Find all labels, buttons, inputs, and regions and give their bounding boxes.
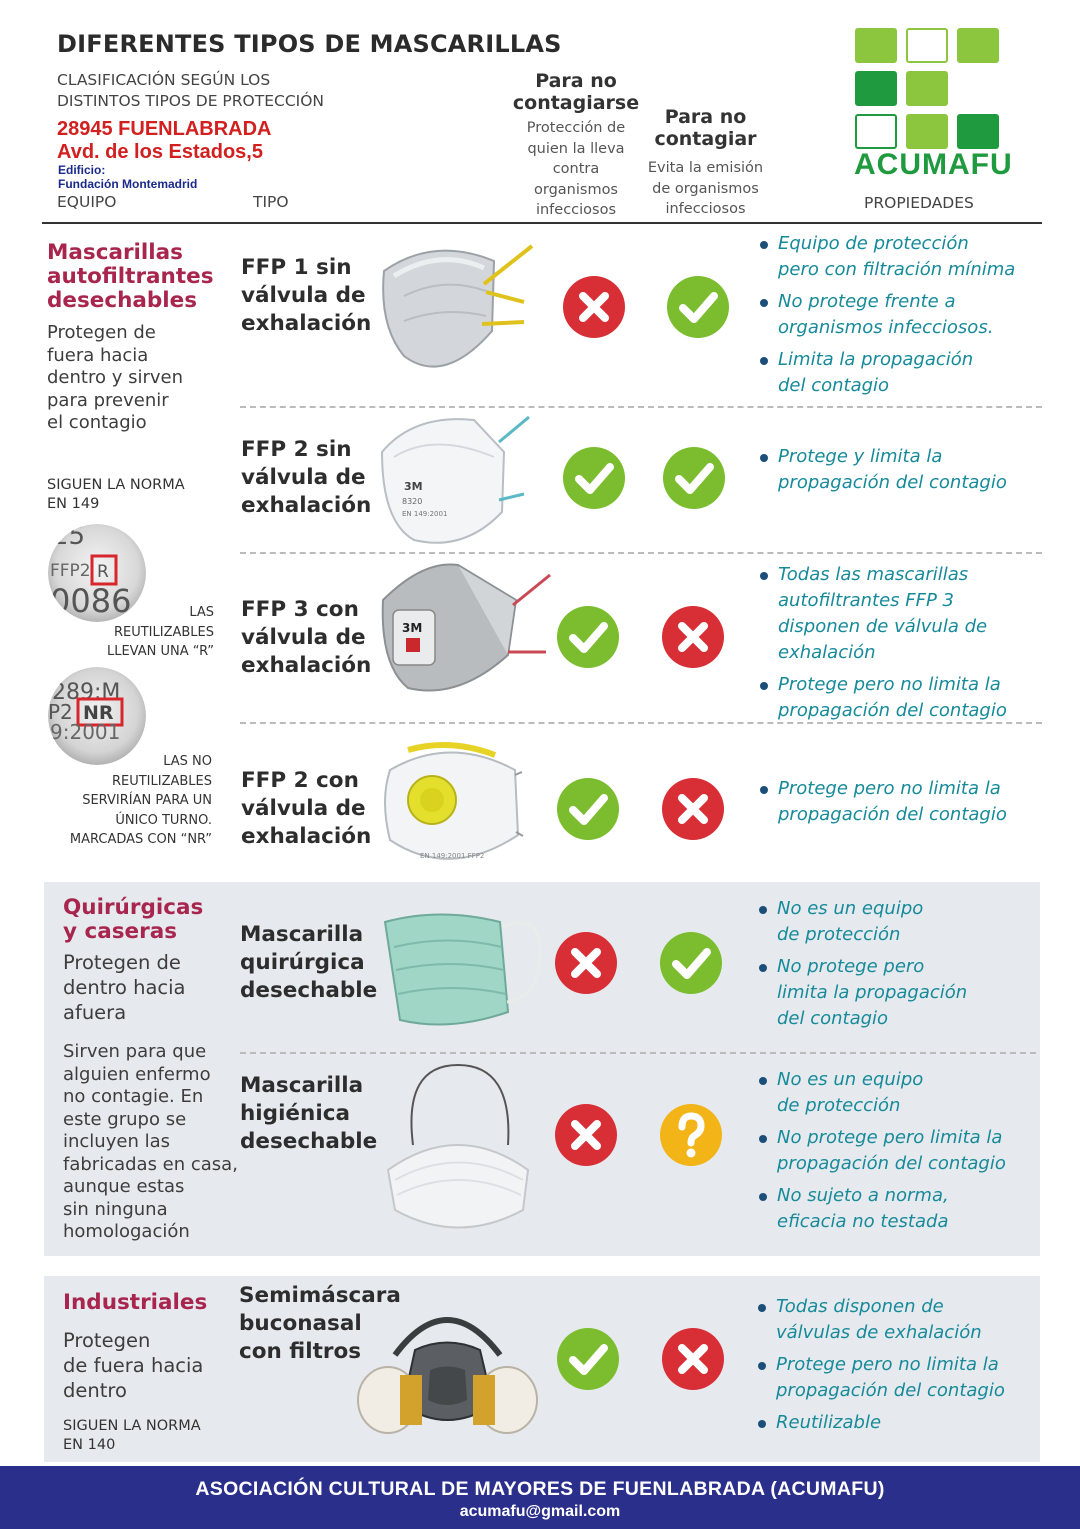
property-item: No es un equipo de protección — [757, 896, 1037, 948]
check-icon — [662, 446, 726, 510]
category-title-autofiltrantes: Mascarillas autofiltrantes desechables — [47, 240, 214, 313]
column-header-no-contagiarse: Para no contagiarse Protección de quien la lleva contra organismos infecciosos — [506, 70, 646, 221]
check-icon — [556, 605, 620, 669]
column-header-equipo: EQUIPO — [57, 193, 117, 211]
norm-en149: SIGUEN LA NORMA EN 149 — [47, 477, 185, 512]
svg-text:289:M: 289:M — [52, 680, 121, 705]
svg-text:P2: P2 — [48, 700, 73, 724]
svg-text:NR: NR — [83, 702, 114, 724]
svg-text:3M: 3M — [404, 480, 423, 493]
category-extra-quirurgicas: Sirven para que alguien enfermo no contagie. En este grupo se incluyen las fabricadas en casa, aunque estas sin ninguna homologación — [63, 1041, 238, 1242]
type-name-ffp2-valve: FFP 2 con válvula de exhalación — [241, 768, 372, 849]
svg-text:FFP2: FFP2 — [50, 561, 91, 581]
reusable-note: LAS REUTILIZABLES LLEVAN UNA “R” — [106, 605, 214, 659]
no-contagiarse-status — [554, 931, 618, 995]
properties-list — [757, 896, 1037, 1038]
surgical-mask-icon — [380, 902, 545, 1036]
check-icon — [659, 931, 723, 995]
property-item: Protege pero no limita la propagación del contagio — [756, 1352, 1038, 1404]
cross-icon — [554, 931, 618, 995]
no-contagiarse-status — [556, 777, 620, 841]
property-item: No sujeto a norma, eficacia no testada — [757, 1183, 1037, 1235]
properties-list — [756, 1294, 1038, 1442]
column-header-propiedades: PROPIEDADES — [864, 194, 974, 212]
properties-list — [758, 231, 1043, 405]
category-desc-quirurgicas: Protegen de dentro hacia afuera — [63, 951, 186, 1024]
type-name-ffp2: FFP 2 sin válvula de exhalación — [241, 437, 372, 518]
property-item: No protege pero limita la propagación del contagio — [757, 954, 1037, 1032]
type-name-half-mask: Semimáscara buconasal con filtros — [239, 1283, 401, 1364]
property-item: Todas disponen de válvulas de exhalación — [756, 1294, 1038, 1346]
row-divider — [240, 1052, 1036, 1054]
type-name-ffp3-valve: FFP 3 con válvula de exhalación — [241, 597, 372, 678]
ffp3-valve-mask-icon — [378, 560, 553, 704]
no-contagiar-status — [661, 777, 725, 841]
cross-icon — [661, 777, 725, 841]
no-contagiar-status — [661, 605, 725, 669]
svg-text:EN 149:2001: EN 149:2001 — [402, 510, 448, 518]
properties-list — [757, 1067, 1037, 1241]
property-item: Limita la propagación del contagio — [758, 347, 1043, 399]
property-item: Protege pero no limita la propagación del contagio — [758, 672, 1043, 724]
cross-icon — [661, 1327, 725, 1391]
property-item: No es un equipo de protección — [757, 1067, 1037, 1119]
column-header-tipo: TIPO — [253, 193, 289, 211]
property-item: Protege pero no limita la propagación del contagio — [758, 776, 1043, 828]
footer-email[interactable]: acumafu@gmail.com — [459, 1503, 621, 1520]
property-item: Reutilizable — [756, 1410, 1038, 1436]
no-contagiar-status — [662, 446, 726, 510]
property-item: Todas las mascarillas autofiltrantes FFP 3 disponen de válvula de exhalación — [758, 562, 1043, 666]
column-header-no-contagiar: Para no contagiar Evita la emisión de organismos infecciosos — [638, 106, 773, 220]
col1-desc: Protección de quien la lleva contra organismos infecciosos — [526, 120, 626, 218]
svg-text:8320: 8320 — [402, 497, 423, 506]
cross-icon — [562, 275, 626, 339]
footer-org: ASOCIACIÓN CULTURAL DE MAYORES DE FUENLABRADA (ACUMAFU) — [195, 1478, 885, 1500]
properties-list — [758, 444, 1043, 502]
category-desc-industriales: Protegen de fuera hacia dentro — [63, 1329, 204, 1402]
no-contagiarse-status — [556, 605, 620, 669]
svg-text:EN 149:2001 FFP2: EN 149:2001 FFP2 — [420, 852, 485, 860]
row-divider — [240, 552, 1042, 554]
check-icon — [556, 1327, 620, 1391]
ffp2-mask-icon — [374, 412, 534, 552]
acumafu-logo-icon — [855, 28, 1000, 148]
nonreusable-note: LAS NO REUTILIZABLES SERVIRÍAN PARA UN ÚNICO TURNO. MARCADAS CON “NR” — [69, 754, 212, 847]
svg-text:R: R — [97, 562, 109, 582]
type-name-ffp1: FFP 1 sin válvula de exhalación — [241, 255, 372, 336]
address: 28945 FUENLABRADA Avd. de los Estados,5 — [57, 118, 272, 163]
type-name-hygienic: Mascarilla higiénica desechable — [240, 1073, 378, 1154]
cross-icon — [554, 1103, 618, 1167]
properties-list — [758, 776, 1043, 834]
check-icon — [556, 777, 620, 841]
logo-text: ACUMAFU — [854, 148, 1013, 181]
property-item: Protege y limita la propagación del contagio — [758, 444, 1043, 496]
nonreusable-label-photo — [48, 667, 146, 765]
properties-list — [758, 562, 1043, 730]
no-contagiar-status — [659, 931, 723, 995]
property-item: No protege pero limita la propagación del contagio — [757, 1125, 1037, 1177]
category-title-quirurgicas: Quirúrgicas y caseras — [63, 895, 204, 944]
building-name: Edificio: Fundación Montemadrid — [58, 163, 198, 191]
page-subtitle: CLASIFICACIÓN SEGÚN LOS DISTINTOS TIPOS DE PROTECCIÓN — [57, 71, 325, 110]
col2-desc: Evita la emisión de organismos infecciosos — [647, 160, 764, 217]
type-name-surgical: Mascarilla quirúrgica desechable — [240, 922, 378, 1003]
property-item: Equipo de protección pero con filtración mínima — [758, 231, 1043, 283]
ffp2-valve-mask-icon — [380, 740, 525, 874]
half-mask-respirator-icon — [355, 1295, 540, 1449]
hygienic-mask-icon — [383, 1060, 533, 1244]
svg-text:9:2001: 9:2001 — [50, 720, 121, 744]
property-item: No protege frente a organismos infecciosos. — [758, 289, 1043, 341]
category-title-industriales: Industriales — [63, 1290, 208, 1315]
no-contagiarse-status — [562, 275, 626, 339]
no-contagiar-status — [661, 1327, 725, 1391]
check-icon — [562, 446, 626, 510]
svg-text:3M: 3M — [402, 621, 423, 635]
cross-icon — [661, 605, 725, 669]
header-divider — [42, 222, 1042, 224]
no-contagiar-status — [666, 275, 730, 339]
footer — [0, 1466, 1080, 1529]
no-contagiarse-status — [554, 1103, 618, 1167]
check-icon — [666, 275, 730, 339]
no-contagiar-status — [659, 1103, 723, 1167]
category-desc-autofiltrantes: Protegen de fuera hacia dentro y sirven para prevenir el contagio — [47, 322, 183, 433]
svg-text:0086: 0086 — [50, 582, 132, 620]
svg-text:25: 25 — [52, 524, 86, 551]
no-contagiarse-status — [556, 1327, 620, 1391]
page-title: DIFERENTES TIPOS DE MASCARILLAS — [57, 30, 562, 58]
ffp1-mask-icon — [374, 236, 534, 380]
question-icon — [659, 1103, 723, 1167]
norm-en140: SIGUEN LA NORMA EN 140 — [63, 1418, 201, 1453]
row-divider — [240, 406, 1042, 408]
no-contagiarse-status — [562, 446, 626, 510]
